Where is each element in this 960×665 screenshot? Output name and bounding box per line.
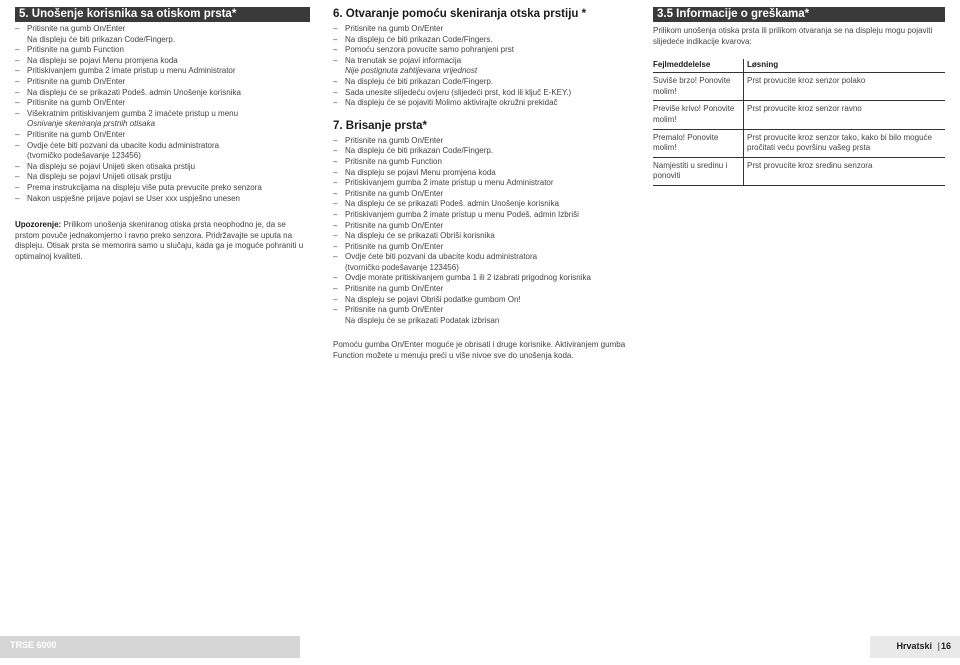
column-middle (333, 7, 630, 362)
step-item: Nije postignuta zahtijevana vrijednost (345, 66, 478, 76)
step-item: – Pritisnite na gumb On/Enter (15, 24, 310, 35)
error-message: Premalo! Ponovite molim! (653, 129, 744, 157)
error-intro: Prilikom unošenja otiska prsta ili prilikom otvaranja se na displeju mogu pojaviti slijedeće indikacije kvarova: (653, 26, 933, 46)
footer-separator: | (937, 641, 940, 651)
section-6-steps (333, 24, 630, 109)
step-item: – Pritiskivanjem gumba 2 imate pristup u menu Podeš. admin Izbriši (333, 210, 630, 221)
step-item: – Pritisnite na gumb On/Enter (333, 242, 630, 253)
step-item: – Pritiskivanjem gumba 2 imate pristup u menu Administrator (15, 66, 310, 77)
column-right (653, 7, 945, 186)
step-item: – Pritisnite na gumb On/Enter (333, 136, 630, 147)
step-item: – Na displeju će biti prikazan Code/Fingerp. (333, 146, 630, 157)
error-message: Suviše brzo! Ponovite molim! (653, 73, 744, 101)
warning-text: Prilikom unošenja skeniranog otiska prsta neophodno je, da se prstom povuče jednakomjerno i ravno preko senzora. Pridržavajte se uputa na displeju. Otisak prsta se memorira samo u slučaju, kada ga je moguće pohraniti u optimalnoj kvaliteti. (15, 220, 304, 261)
step-item: Osnivanje skeniranja prstnih otisaka (27, 119, 156, 129)
section-7-heading: 7. Brisanje prsta* (333, 119, 427, 132)
language-label: Hrvatski (896, 641, 932, 651)
step-item: – Pritisnite na gumb On/Enter (15, 98, 310, 109)
section-5-heading: 5. Unošenje korisnika sa otiskom prsta* (15, 7, 310, 22)
step-item: – Pritisnite na gumb Function (15, 45, 310, 56)
error-message: Previše krivo! Ponovite molim! (653, 101, 744, 129)
section-6-heading: 6. Otvaranje pomoću skeniranja otska prstiju * (333, 8, 587, 20)
step-item: – Pritisnite na gumb On/Enter (333, 305, 630, 316)
step-item: (tvorničko podešavanje 123456) (345, 262, 459, 272)
step-item: – Ovdje ćete biti pozvani da ubacite kodu administratora (333, 252, 630, 263)
error-column-header: Fejlmeddelelse (653, 59, 744, 73)
step-item: – Pritisnite na gumb On/Enter (15, 130, 310, 141)
column-left (15, 7, 310, 262)
error-table-header (653, 59, 945, 73)
step-item: – Na displeju će se pojaviti Molimo aktivirajte okružni prekidač (333, 98, 630, 109)
step-item: – Na displeju se pojavi Obriši podatke gumbom On! (333, 295, 630, 306)
error-message: Namjestiti u sredinu i ponoviti (653, 157, 744, 185)
error-row (653, 101, 945, 129)
step-item: – Na displeju se pojavi Unijeti sken otisaka prstiju (15, 162, 310, 173)
step-item: – Prema instrukcijama na displeju više puta prevucite preko senzora (15, 183, 310, 194)
error-solution: Prst provucite kroz sredinu senzora (744, 157, 946, 185)
error-solution: Prst provucite kroz senzor polako (744, 73, 946, 101)
error-table (653, 59, 945, 186)
step-item: – Na displeju se pojavi Unijeti otisak prstiju (15, 172, 310, 183)
step-item: – Sada unesite slijedeću ovjeru (slijedeći prst, kod ili ključ E-KEY.) (333, 88, 630, 99)
error-row (653, 73, 945, 101)
step-item: – Pritisnite na gumb On/Enter (333, 221, 630, 232)
step-item: – Na displeju će biti prikazan Code/Fingers. (333, 35, 630, 46)
step-item: Na displeju će se prikazati Podatak izbrisan (345, 315, 500, 325)
section-5-steps (15, 24, 310, 204)
step-item: – Na displeju će se prikazati Obriši korisnika (333, 231, 630, 242)
section-7-steps (333, 136, 630, 327)
footer-page-bar (870, 636, 960, 658)
step-item: – Pritiskivanjem gumba 2 imate pristup u menu Administrator (333, 178, 630, 189)
step-item: Na displeju će biti prikazan Code/Fingerp. (27, 34, 176, 44)
step-item: – Na displeju se pojavi Menu promjena koda (333, 168, 630, 179)
step-item: – Na displeju će se prikazati Podeš. admin Unošenje korisnika (15, 88, 310, 99)
section-3-5-heading: 3.5 Informacije o greškama* (653, 7, 945, 22)
step-item: – Pomoću senzora povucite samo pohranjeni prst (333, 45, 630, 56)
step-item: – Pritisnite na gumb Function (333, 157, 630, 168)
error-solution: Prst provucite kroz senzor tako, kako bi bilo moguće pročitati veću površinu vašeg prsta (744, 129, 946, 157)
section-7-note: Pomoću gumba On/Enter moguće je obrisati i druge korisnike. Aktiviranjem gumba Function možete u menuju preći u više nivoe sve do unošenja koda. (333, 340, 626, 361)
step-item: – Na trenutak se pojavi informacija (333, 56, 630, 67)
step-item: – Pritisnite na gumb On/Enter (333, 284, 630, 295)
step-item: – Ovdje morate pritiskivanjem gumba 1 ili 2 izabrati prigodnog korisnika (333, 273, 630, 284)
step-item: – Ovdje ćete biti pozvani da ubacite kodu administratora (15, 141, 310, 152)
step-item: – Na displeju se pojavi Menu promjena koda (15, 56, 310, 67)
step-item: – Nakon uspješne prijave pojavi se User xxx uspješno unesen (15, 194, 310, 205)
warning-label: Upozorenje: (15, 220, 62, 230)
solution-column-header: Løsning (744, 59, 946, 73)
page-number: 16 (940, 641, 951, 651)
model-name: TRSE 6000 (10, 640, 57, 650)
step-item: (tvorničko podešavanje 123456) (27, 151, 141, 161)
section-5-warning (15, 220, 310, 262)
step-item: – Pritisnite na gumb On/Enter (333, 189, 630, 200)
page-footer (0, 636, 960, 658)
step-item: – Pritisnite na gumb On/Enter (15, 77, 310, 88)
footer-model-bar (0, 636, 300, 658)
error-table-body (653, 73, 945, 186)
error-row (653, 157, 945, 185)
step-item: – Pritisnite na gumb On/Enter (333, 24, 630, 35)
error-row (653, 129, 945, 157)
step-item: – Na displeju će biti prikazan Code/Fingerp. (333, 77, 630, 88)
error-solution: Prst provucite kroz senzor ravno (744, 101, 946, 129)
step-item: – Višekratnim pritiskivanjem gumba 2 imaćete pristup u menu (15, 109, 310, 120)
step-item: – Na displeju će se prikazati Podeš. admin Unošenje korisnika (333, 199, 630, 210)
